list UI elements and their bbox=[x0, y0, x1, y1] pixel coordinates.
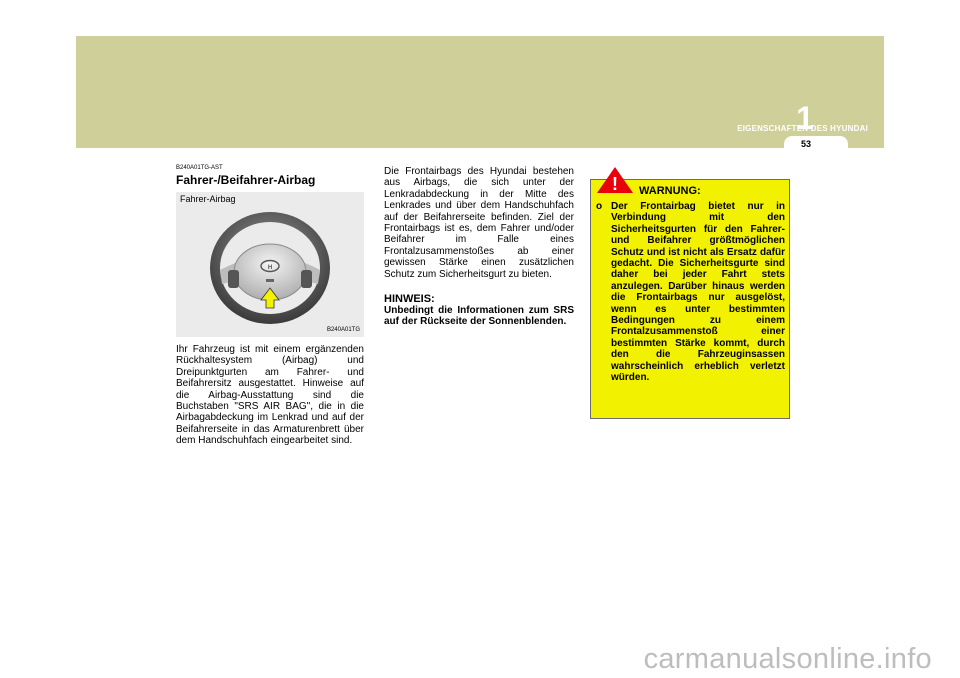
intro-paragraph: Ihr Fahrzeug ist mit einem ergänzenden Rückhaltesystem (Airbag) und Dreipunktgurten am Fahrer- und Beifahrersitz ausgestattet. Hinweise auf die Airbag-Ausstattung sind die Buchstaben "SRS AIR BAG", die in die Airbagabdeckung im Lenkrad und auf der Beifahrerseite in das Armaturenbrett über dem Handschuhfach eingearbeitet sind. bbox=[176, 344, 364, 447]
notice-heading: HINWEIS: bbox=[384, 293, 435, 306]
warning-bullet: o bbox=[596, 201, 603, 212]
chapter-number: 1 bbox=[796, 100, 814, 136]
warning-title: WARNUNG: bbox=[639, 185, 701, 197]
notice-text: Unbedingt die Informationen zum SRS auf der Rückseite der Sonnenblenden. bbox=[384, 305, 574, 328]
left-column bbox=[176, 165, 364, 447]
middle-column bbox=[384, 166, 574, 328]
warning-box bbox=[590, 179, 790, 419]
chapter-title: EIGENSCHAFTEN DES HYUNDAI bbox=[737, 124, 868, 133]
figure-label: Fahrer-Airbag bbox=[180, 194, 236, 204]
steering-wheel-figure bbox=[176, 192, 364, 337]
section-title: Fahrer-/Beifahrer-Airbag bbox=[176, 173, 316, 187]
warning-icon-symbol: ! bbox=[612, 174, 618, 194]
warning-text: Der Frontairbag bietet nur in Verbindung mit den Sicherheitsgurten für den Fahrer- und Beifahrer größtmöglichen Schutz und ist nicht als Ersatz dafür gedacht. Die Sicherheitsgurte sind daher bei jeder Fahrt stets anzulegen. Darüber hinaus werden die Frontairbags nur ausgelöst, wenn es unter bestimmten Bedingungen zu einem Frontalzusammenstoß einer bestimmten Stärke kommt, durch den die Fahrzeuginsassen wahrscheinlich erheblich verletzt würden. bbox=[611, 201, 785, 384]
warning-triangle-icon bbox=[595, 166, 635, 194]
svg-text:H: H bbox=[267, 265, 273, 271]
watermark: carmanualsonline.info bbox=[643, 643, 932, 675]
figure-code: B240A01TG bbox=[326, 327, 360, 333]
steering-wheel-airbag-illustration bbox=[206, 208, 334, 332]
section-code: B240A01TG-AST bbox=[176, 165, 223, 171]
page-number: 53 bbox=[784, 136, 848, 153]
airbag-description: Die Frontairbags des Hyundai bestehen aus Airbags, die sich unter der Lenkradabdeckung in der Mitte des Lenkrades und über dem Handschuhfach auf der Beifahrerseite befinden. Ziel der Frontairbags ist es, dem Fahrer und/oder Beifahrer im Falle eines Frontalzusammenstoßes ab einer gewissen Stärke einen zusätzlichen Schutz zum Sicherheitsgurt zu bieten. bbox=[384, 166, 574, 280]
